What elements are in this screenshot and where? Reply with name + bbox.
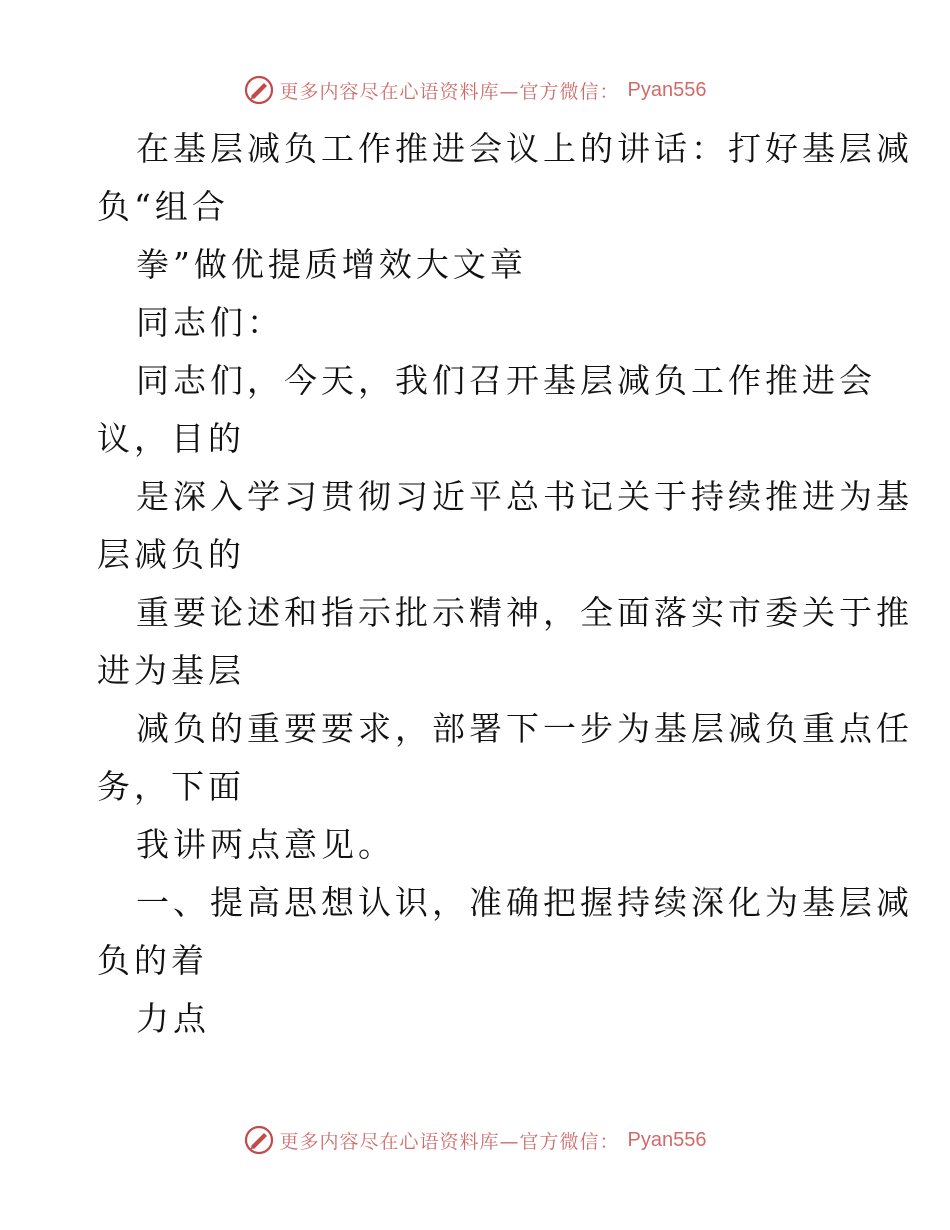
paragraph-line: 重要论述和指示批示精神，全面落实市委关于推: [136, 593, 913, 632]
document-body: [97, 120, 913, 1048]
paragraph-line: 我讲两点意见。: [136, 825, 395, 864]
title-line-3: 拳”做优提质增效大文章: [136, 245, 527, 284]
paragraph-line: 务，下面: [97, 767, 245, 806]
section-heading-line: 负的着: [97, 941, 208, 980]
section-heading-line: 力点: [136, 999, 210, 1038]
section-heading-line: 一、提高思想认识，准确把握持续深化为基层减: [136, 883, 913, 922]
footer-watermark: [0, 1120, 950, 1160]
paragraph-line: 是深入学习贯彻习近平总书记关于持续推进为基: [136, 477, 913, 516]
quill-logo-icon: [244, 75, 274, 105]
title-line-1: 在基层减负工作推进会议上的讲话：打好基层减: [136, 129, 913, 168]
watermark-text: 更多内容尽在心语资料库—官方微信：: [279, 1130, 620, 1153]
quill-logo-icon: [244, 1125, 274, 1155]
paragraph-line: 层减负的: [97, 535, 245, 574]
paragraph-line: 同志们，今天，我们召开基层减负工作推进会: [136, 361, 876, 400]
salutation: 同志们：: [136, 303, 284, 342]
watermark-wechat-id: Pyan556: [627, 78, 707, 101]
paragraph-line: 减负的重要要求，部署下一步为基层减负重点任: [136, 709, 913, 748]
paragraph-line: 进为基层: [97, 651, 245, 690]
paragraph-line: 议，目的: [97, 419, 245, 458]
watermark-wechat-id: Pyan556: [627, 1128, 707, 1151]
watermark-text: 更多内容尽在心语资料库—官方微信：: [279, 80, 620, 103]
header-watermark: [0, 70, 950, 110]
title-line-2: 负“组合: [97, 187, 229, 226]
